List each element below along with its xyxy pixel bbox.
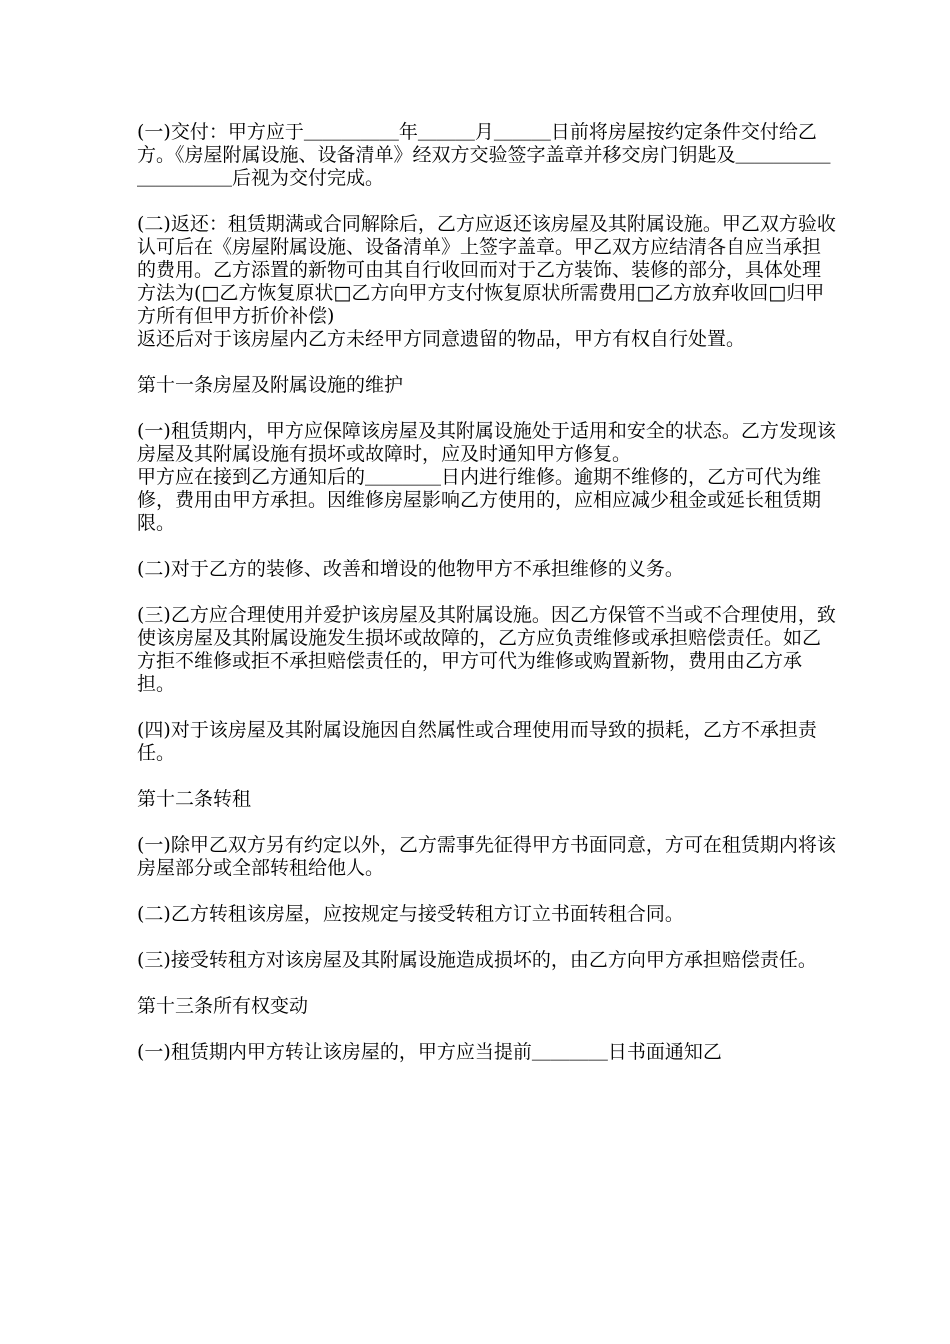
article-12-item-1: (一)除甲乙双方另有约定以外，乙方需事先征得甲方书面同意，方可在租赁期内将该房屋部分或全部转租给他人。 — [137, 834, 836, 879]
article-11-heading: 第十一条房屋及附属设施的维护 — [137, 374, 404, 396]
article-12-item-2: (二)乙方转租该房屋，应按规定与接受转租方订立书面转租合同。 — [137, 903, 684, 925]
clause-leftover-items: 返还后对于该房屋内乙方未经甲方同意遗留的物品，甲方有权自行处置。 — [137, 328, 746, 350]
clause-delivery: (一)交付：甲方应于＿＿＿＿＿年＿＿＿月＿＿＿日前将房屋按约定条件交付给乙方。《房屋附属设施、设备清单》经双方交验签字盖章并移交房门钥匙及＿＿＿＿＿＿＿＿＿＿后视为交付完成。 — [137, 121, 831, 189]
article-11-item-2: (二)对于乙方的装修、改善和增设的他物甲方不承担维修的义务。 — [137, 558, 684, 580]
article-12-item-3: (三)接受转租方对该房屋及其附属设施造成损坏的，由乙方向甲方承担赔偿责任。 — [137, 949, 817, 971]
article-11-item-4: (四)对于该房屋及其附属设施因自然属性或合理使用而导致的损耗，乙方不承担责任。 — [137, 719, 817, 764]
article-13-item-1: (一)租赁期内甲方转让该房屋的，甲方应当提前＿＿＿＿日书面通知乙 — [137, 1041, 722, 1063]
document-page — [137, 121, 837, 1064]
clause-return: (二)返还：租赁期满或合同解除后，乙方应返还该房屋及其附属设施。甲乙双方验收认可后在《房屋附属设施、设备清单》上签字盖章。甲乙双方应结清各自应当承担的费用。乙方添置的新物可由其自行收回而对于乙方装饰、装修的部分，具体处理方法为(□乙方恢复原状□乙方向甲方支付恢复原状所需费用□乙方放弃收回□归甲方所有但甲方折价补偿) — [137, 213, 836, 327]
article-11-item-1: (一)租赁期内，甲方应保障该房屋及其附属设施处于适用和安全的状态。乙方发现该房屋及其附属设施有损坏或故障时，应及时通知甲方修复。 — [137, 420, 836, 465]
article-13-heading: 第十三条所有权变动 — [137, 995, 309, 1017]
article-11-item-1-repair: 甲方应在接到乙方通知后的＿＿＿＿日内进行维修。逾期不维修的，乙方可代为维修，费用由甲方承担。因维修房屋影响乙方使用的，应相应减少租金或延长租赁期限。 — [137, 466, 822, 534]
article-12-heading: 第十二条转租 — [137, 788, 252, 810]
article-11-item-3: (三)乙方应合理使用并爱护该房屋及其附属设施。因乙方保管不当或不合理使用，致使该房屋及其附属设施发生损坏或故障的，乙方应负责维修或承担赔偿责任。如乙方拒不维修或拒不承担赔偿责任的，甲方可代为维修或购置新物，费用由乙方承担。 — [137, 604, 836, 695]
